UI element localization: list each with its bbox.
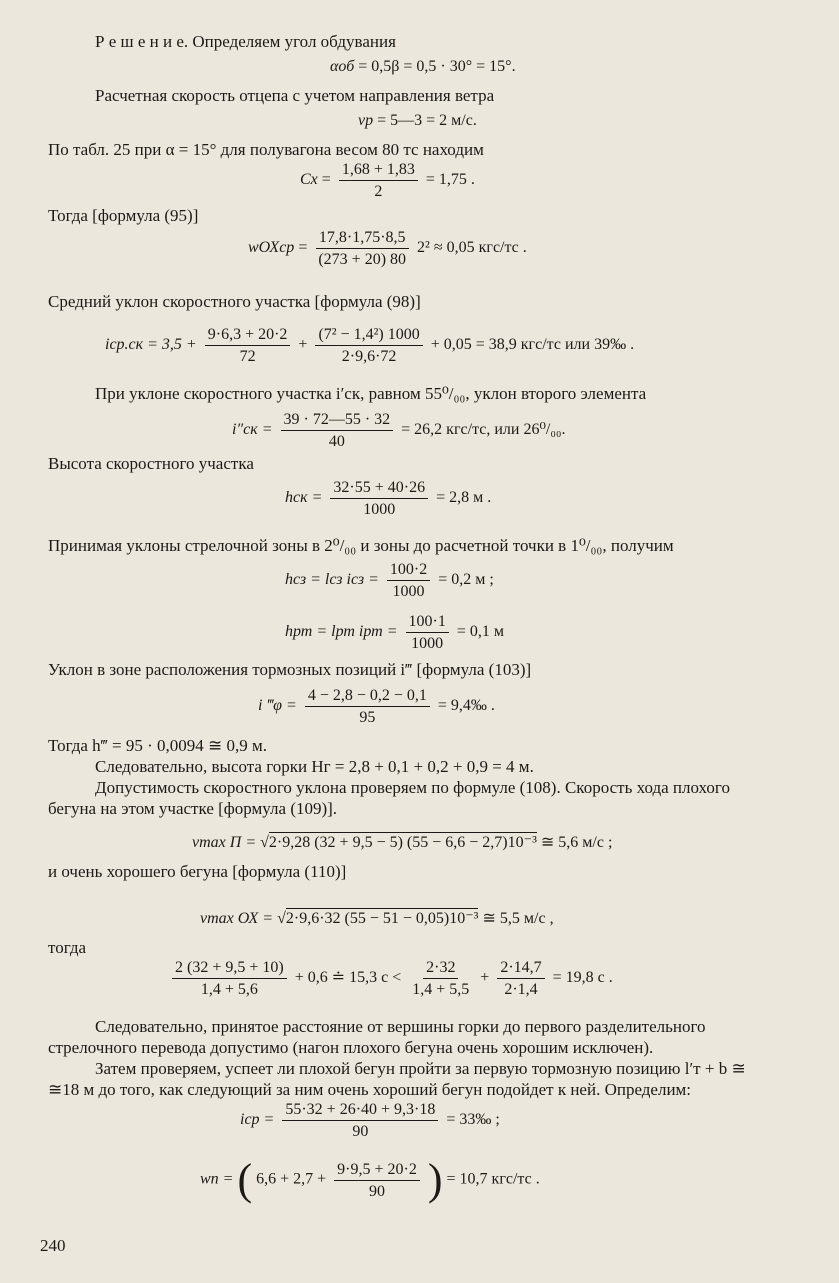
denominator: 72 [239,348,256,365]
formula-height-point [285,612,504,653]
formula-inner: 6,6 + 2,7 + [256,1170,327,1188]
formula-rhs: = 0,5β = 0,5 · 30° = 15°. [358,58,516,75]
denominator: 90 [352,1123,369,1140]
fraction [334,1160,420,1201]
denominator: 1,4 + 5,6 [200,981,258,998]
formula-lhs: i ‴φ = [258,697,297,715]
text-line: При уклоне скоростного участка i′ск, равном 55⁰/₀₀, уклон второго элемента [95,384,647,403]
formula-rhs: 2² ≈ 0,05 кгс/тс . [417,239,527,257]
formula-rhs: + 0,05 = 38,9 кгс/тс или 39‰ . [430,336,635,354]
formula-vmax-bad: vmax П = √2·9,28 (32 + 9,5 − 5) (55 − 6,6 − 2,7)10⁻³ ≅ 5,6 м/с ; [192,834,613,851]
numerator: 2·32 [423,958,458,979]
formula-rhs: = 26,2 кгс/тс, или 26⁰/₀₀. [401,421,566,439]
text-line: Расчетная скорость отцепа с учетом направления ветра [95,86,495,105]
formula-mean-grade-2 [240,1100,500,1141]
formula-rhs: = 10,7 кгс/тс . [446,1170,540,1188]
text-line: По табл. 25 при α = 15° для полувагона весом 80 тс находим [48,140,484,159]
denominator: 2·9,6·72 [341,348,397,365]
text-line: Допустимость скоростного уклона проверяем по формуле (108). Скорость хода плохого [95,778,730,797]
denominator: 1000 [363,501,396,518]
numerator: 100·1 [406,612,449,633]
denominator: 40 [328,433,345,450]
formula-lhs: Cх [300,171,318,189]
text-line: Тогда [формула (95)] [48,206,199,225]
numerator: 4 − 2,8 − 0,2 − 0,1 [305,686,430,707]
page-number: 240 [40,1236,66,1255]
text-line: Следовательно, высота горки Hг = 2,8 + 0,1 + 0,2 + 0,9 = 4 м. [95,757,534,776]
formula-lhs: hрт = lрт iрт = [285,623,398,641]
formula-rhs: = 2,8 м . [436,489,492,507]
numerator: 1,68 + 1,83 [339,160,418,181]
numerator: 55·32 + 26·40 + 9,3·18 [282,1100,438,1121]
text-line: тогда [48,938,87,957]
text-line: Принимая уклоны стрелочной зоны в 2⁰/₀₀ и зоны до расчетной точки в 1⁰/₀₀, получим [48,536,674,555]
text-line-solution: Р е ш е н и е. Определяем угол обдувания [95,32,396,51]
fraction [315,228,409,269]
root: 2·9,6·32 (55 − 51 − 0,05)10⁻³ [285,910,479,927]
numerator: 32·55 + 40·26 [330,478,428,499]
formula-rhs: = 9,4‰ . [437,697,495,715]
formula-rhs: = 0,2 м ; [438,571,494,589]
denominator: 1000 [411,635,444,652]
formula-rhs: = 19,8 с . [552,969,613,987]
fraction [281,410,394,451]
fraction [282,1100,438,1141]
denominator: 2·1,4 [504,981,538,998]
denominator: 1000 [392,583,425,600]
numerator: 100·2 [387,560,430,581]
fraction [409,958,472,999]
fraction [305,686,430,727]
numerator: 2 (32 + 9,5 + 10) [172,958,287,979]
text-line: стрелочного перевода допустимо (нагон плохого бегуна очень хорошим исключен). [48,1038,654,1057]
right-paren: ) [427,1155,443,1204]
formula-rhs: = 33‰ ; [446,1111,500,1129]
numerator: 39 · 72—55 · 32 [281,410,394,431]
root: 2·9,28 (32 + 9,5 − 5) (55 − 6,6 − 2,7)10⁻³ [268,834,537,851]
text-line: Уклон в зоне расположения тормозных позиций i‴ [формула (103)] [48,660,532,679]
formula-wp [200,1155,540,1204]
formula-time-compare [168,958,613,999]
fraction [205,325,291,366]
denominator: 1,4 + 5,5 [412,981,470,998]
denominator: 2 [374,183,383,200]
numerator: 9·9,5 + 20·2 [334,1160,420,1181]
formula-rhs: = 1,75 . [425,171,475,189]
fraction [339,160,418,201]
fraction [172,958,287,999]
formula-blowing-angle [330,58,516,76]
formula-second-element [232,410,565,451]
formula-lhs: iср = [240,1111,275,1129]
numerator: (7² − 1,4²) 1000 [315,325,422,346]
formula-cx: Cх = $\frac{1,68 + 1,83}{2}$ = 1,75 . [300,161,475,200]
formula-height-fast [285,478,491,519]
formula-brake-grade [258,686,495,727]
formula-plus: + [480,969,490,987]
denominator: 90 [369,1182,386,1200]
formula-lhs: vmax П = [192,834,257,851]
text-line: бегуна на этом участке [формула (109)]. [48,799,338,818]
formula-lhs: vр [358,112,374,129]
formula-speed [358,112,477,130]
formula-height-switch [285,560,494,601]
formula-lhs: wп = [200,1170,234,1188]
formula-rhs: ≅ 5,6 м/с ; [540,834,613,851]
formula-lhs: αоб [330,58,355,75]
fraction [330,478,428,519]
formula-mean-grade: iср.ск = 3,5 + $\frac{9\cdot 6,3 + 20\cdot 2}{72}$ + $\frac{\text{(7² − 1,4²) 1000}}{2\cdot 9,6\cdot 72}$ + 0,05 = 38,9 кгс/тс или 39‰ . [105,326,635,365]
text-line: Затем проверяем, успеет ли плохой бегун пройти за первую тормозную позицию l′т + b ≅ [95,1059,746,1078]
numerator: 2·14,7 [497,958,544,979]
numerator: 9·6,3 + 20·2 [205,325,291,346]
formula-lhs: hск = [285,489,323,507]
text-line: и очень хорошего бегуна [формула (110)] [48,862,347,881]
formula-lhs: iср.ск = 3,5 + [105,336,197,354]
formula-lhs: hсз = lсз iсз = [285,571,379,589]
formula-rhs: = 0,1 м [456,623,504,641]
text-line: Средний уклон скоростного участка [формула (98)] [48,292,421,311]
numerator: 17,8·1,75·8,5 [316,228,409,249]
text-line: Тогда h‴ = 95 · 0,0094 ≅ 0,9 м. [48,736,268,755]
text-line: Высота скоростного участка [48,454,254,473]
formula-vmax-good: vmax ОХ = √2·9,6·32 (55 − 51 − 0,05)10⁻³ ≅ 5,5 м/с , [200,910,554,927]
text-line: Следовательно, принятое расстояние от вершины горки до первого разделительного [95,1017,706,1036]
formula-lhs: wОХср [248,239,295,257]
denominator: 95 [359,709,376,726]
formula-rhs: ≅ 5,5 м/с , [482,910,554,927]
denominator: (273 + 20) 80 [318,251,407,268]
fraction [315,325,422,366]
formula-mid: + 0,6 ≐ 15,3 с < [294,969,402,987]
formula-lhs: i″ск = [232,421,273,439]
fraction [497,958,544,999]
formula-lhs: vmax ОХ = [200,910,274,927]
fraction [406,612,449,653]
fraction [387,560,430,601]
text-line: ≅18 м до того, как следующий за ним очень хороший бегун подойдет к ней. Определим: [48,1080,692,1099]
formula-wox: wОХср = $\frac{17,8\cdot 1,75\cdot 8,5}{(273 + 20) 80}$ 2² ≈ 0,05 кгс/тс . [248,229,527,268]
formula-rhs: = 5—3 = 2 м/с. [377,112,477,129]
left-paren: ( [237,1155,253,1204]
